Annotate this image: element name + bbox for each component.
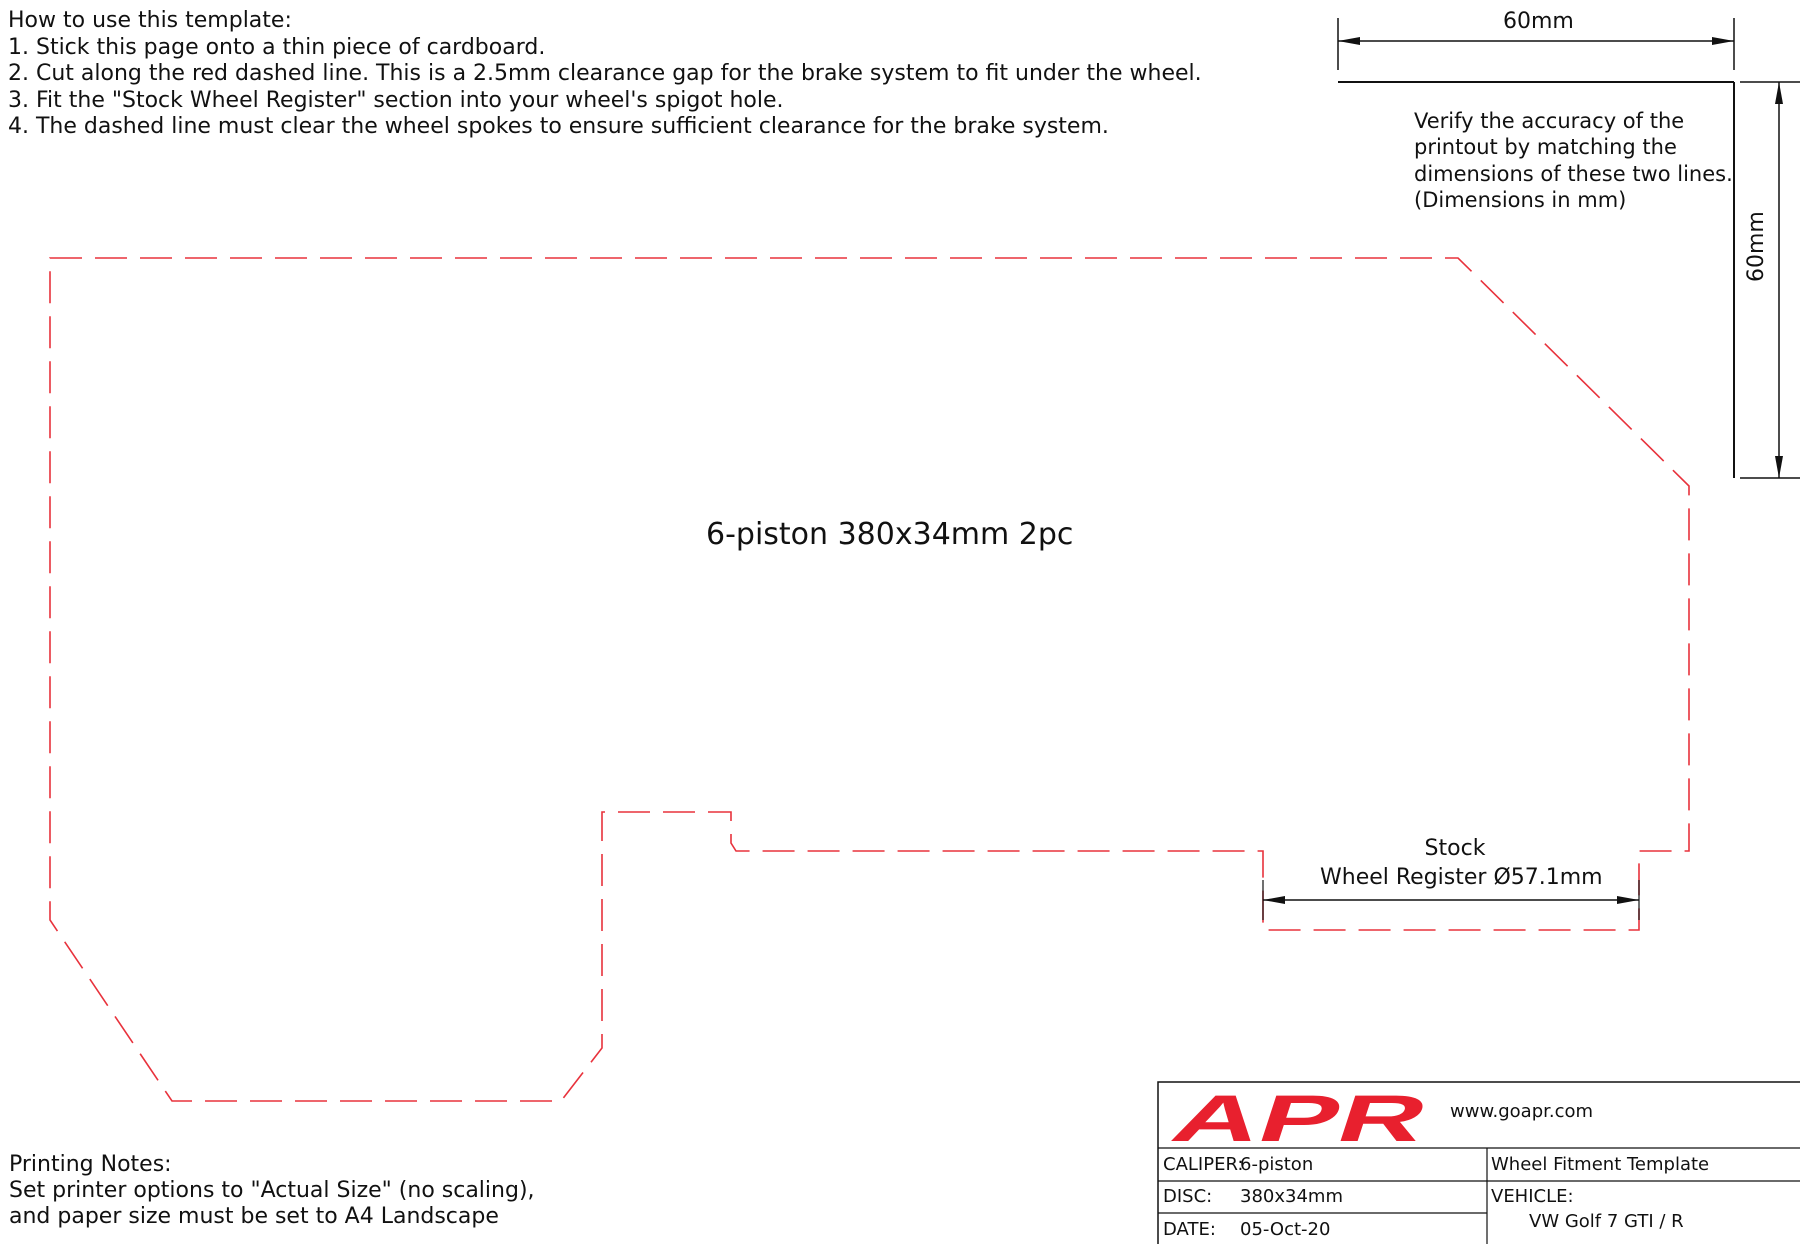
document-title: Wheel Fitment Template bbox=[1491, 1154, 1710, 1175]
wheel-register-label-line: Wheel Register Ø57.1mm bbox=[1320, 865, 1603, 890]
printing-note-line: and paper size must be set to A4 Landscape bbox=[9, 1204, 499, 1229]
wheel-register-label bbox=[1320, 834, 1603, 892]
instructions-heading: How to use this template: bbox=[8, 8, 292, 33]
date-value: 05-Oct-20 bbox=[1240, 1219, 1331, 1240]
calibration-note-line: dimensions of these two lines. bbox=[1414, 161, 1733, 186]
instruction-step: 1. Stick this page onto a thin piece of cardboard. bbox=[8, 34, 546, 60]
vehicle-label: VEHICLE: bbox=[1491, 1186, 1574, 1207]
disc-label: DISC: bbox=[1163, 1186, 1213, 1207]
template-title: 6-piston 380x34mm 2pc bbox=[706, 517, 1074, 552]
calibration-note bbox=[1414, 108, 1733, 213]
printing-notes bbox=[9, 1152, 535, 1230]
svg-text:APR: APR bbox=[1163, 1082, 1327, 1156]
website-label: www.goapr.com bbox=[1450, 1101, 1594, 1122]
calibration-note-line: printout by matching the bbox=[1414, 135, 1677, 160]
instruction-step: 2. Cut along the red dashed line. This is a 2.5mm clearance gap for the brake system to fit under the wheel. bbox=[8, 61, 1202, 86]
apr-logo bbox=[1163, 1083, 1437, 1156]
instruction-step: 4. The dashed line must clear the wheel spokes to ensure sufficient clearance for the brake system. bbox=[8, 114, 1109, 139]
title-block bbox=[1157, 1081, 1800, 1244]
caliper-value: 6-piston bbox=[1240, 1154, 1314, 1175]
date-label: DATE: bbox=[1163, 1219, 1216, 1240]
calibration-note-line: (Dimensions in mm) bbox=[1414, 187, 1627, 212]
printing-note-line: Set printer options to "Actual Size" (no scaling), bbox=[9, 1178, 535, 1203]
caliper-label: CALIPER: bbox=[1163, 1154, 1244, 1175]
printing-notes-heading: Printing Notes: bbox=[9, 1152, 172, 1177]
calibration-note-line: Verify the accuracy of the bbox=[1414, 109, 1685, 133]
wheel-register-label-line: Stock bbox=[1424, 836, 1486, 861]
cut-line bbox=[50, 258, 1689, 1101]
vertical-dimension-label: 60mm bbox=[1744, 211, 1769, 282]
vehicle-value: VW Golf 7 GTI / R bbox=[1529, 1211, 1684, 1232]
disc-value: 380x34mm bbox=[1240, 1186, 1343, 1207]
instruction-step: 3. Fit the "Stock Wheel Register" section into your wheel's spigot hole. bbox=[8, 87, 784, 113]
horizontal-dimension-label: 60mm bbox=[1503, 9, 1574, 34]
